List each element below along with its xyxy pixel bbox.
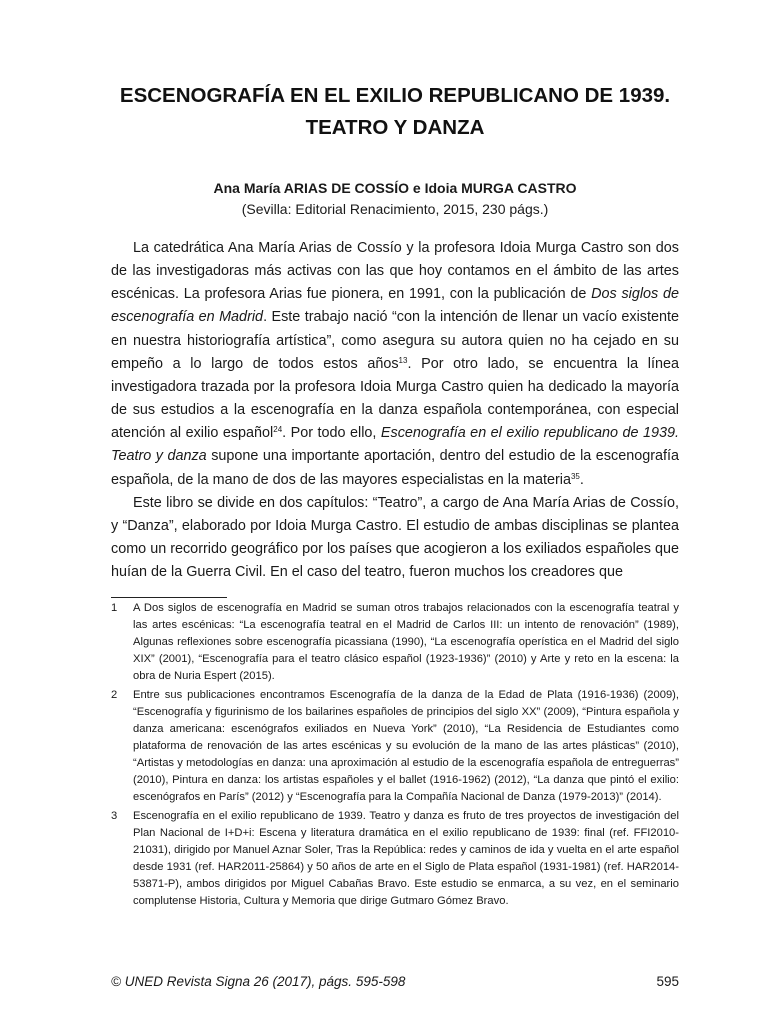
journal-citation: © UNED Revista Signa 26 (2017), págs. 595-598 [111,974,406,989]
author-block [111,178,679,220]
p1-italic-title-1: Dos siglos de escenografía en Madrid [111,286,679,326]
review-body [111,237,679,584]
footnote-ref-3: 35 [570,471,580,481]
p1-text-3: . Por otro lado, se encuentra la línea investigadora trazada por la profesora Idoia Murga Castro quien ha dedicado la mayoría de sus estudios a la escenografía en la danza española contemporánea, con especial atención al exilio español [111,355,679,442]
footnote-text: Escenografía en el exilio republicano de 1939. Teatro y danza es fruto de tres proyectos de investigación del Plan Nacional de I+D+i: Escena y literatura dramática en el exilio republicano de 1939: final (ref. FFI2010-21031), dirigido por Manuel Aznar Soler, Tras la República: redes y caminos de ida y vuelta en el arte español desde 1931 (ref. HAR2011-25864) y 50 años de arte en el Siglo de Plata español (1931-1981) (ref. HAR2014-53871-P), ambos dirigidos por Miguel Cabañas Bravo. Este estudio se enmarca, a su vez, en el seminario complutense Historia, Cultura y Memoria que dirige Gutmaro Gómez Bravo. [133,810,679,907]
footnote-number: 2 [111,689,118,701]
p1-italic-title-2: Escenografía en el exilio republicano de 1939. Teatro y danza [111,425,680,465]
p1-text-6: . [579,471,584,488]
title-line-2: TEATRO Y DANZA [305,116,485,139]
footnote-3 [111,808,679,910]
author-names: Ana María ARIAS DE COSSÍO e Idoia MURGA CASTRO [213,180,577,196]
publication-info: (Sevilla: Editorial Renacimiento, 2015, 230 págs.) [241,201,549,217]
footnote-separator [111,597,227,598]
footnote-text: Entre sus publicaciones encontramos Escenografía de la danza de la Edad de Plata (1916-1936) (2009), “Escenografía y figurinismo de los bailarines españoles de principios del siglo XX” (2009), “Pintura española y danza americana: escenógrafos exiliados en Nueva York” (2010), “La Residencia de Estudiantes como plataforma de renovación de las artes escénicas y su evolución de la mano de las artes plásticas” (2010), “Artistas y metodologías en danza: una aproximación al estudio de la escenografía española de entreguerras” (2010), Pintura en danza: los artistas españoles y el ballet (1916-1962) (2012), “La danza que pintó el exilio: escenógrafos en París” (2012) y “Escenografía para la Compañía Nacional de Danza (1979-2013)” (2014). [133,689,679,803]
footnote-ref-2: 24 [273,425,283,435]
footnotes [111,600,679,912]
p1-text-2: . Este trabajo nació “con la intención de llenar un vacío existente en nuestra historiografía artística”, como asegura su autora quien no ha cejado en su empeño a lo largo de todos estos años [111,309,679,372]
p1-text-1: La catedrática Ana María Arias de Cossío y la profesora Idoia Murga Castro son dos de las investigadoras más activas con las que hoy contamos en el ámbito de las artes escénicas. La profesora Arias fue pionera, en 1991, con la publicación de [111,240,679,303]
footnote-number: 1 [111,602,118,614]
page-footer [111,972,679,992]
p1-text-4: . Por todo ello, [282,425,381,442]
paragraph-1 [111,237,679,492]
p1-text-5: supone una importante aportación, dentro del estudio de la escenografía española, de la mano de dos de las mayores especialistas en la materia [111,448,680,488]
paragraph-2: Este libro se divide en dos capítulos: “Teatro”, a cargo de Ana María Arias de Cossío, y “Danza”, elaborado por Idoia Murga Castro. El estudio de ambas disciplinas se plantea como un recorrido geográfico por los países que acogieron a los exiliados españoles que huían de la Guerra Civil. En el caso del teatro, fueron muchos los creadores que [111,494,679,581]
footnote-ref-1: 13 [398,355,408,365]
footnote-number: 3 [111,810,118,822]
article-title [111,80,679,144]
footnote-text: A Dos siglos de escenografía en Madrid se suman otros trabajos relacionados con la escenografía teatral y las artes escénicas: “La escenografía teatral en el Madrid de Carlos III: un intento de renovación” (1989), Algunas reflexiones sobre escenografía picassiana (1990), “La escenografía operística en el Madrid del siglo XIX” (2001), “Escenografía para el teatro clásico español (1923-1936)” (2010) y Arte y reto en la escena: la obra de Nuria Espert (2015). [133,602,679,682]
footnote-1 [111,600,679,685]
page-number: 595 [656,974,679,989]
footnote-2 [111,687,679,806]
title-line-1: ESCENOGRAFÍA EN EL EXILIO REPUBLICANO DE 1939. [119,84,671,107]
